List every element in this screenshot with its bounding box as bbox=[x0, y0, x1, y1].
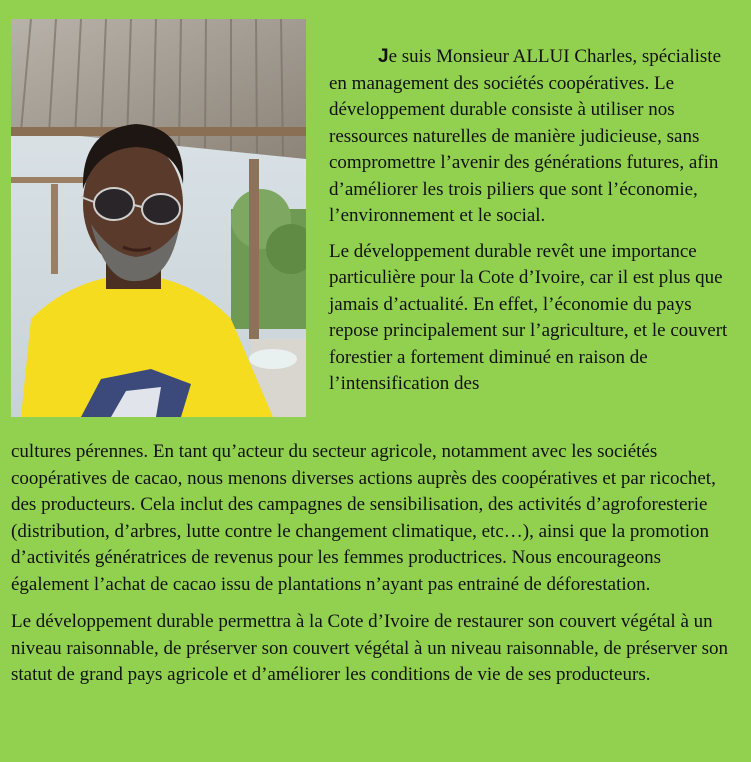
intro-text: e suis Monsieur ALLUI Charles, spécialiste en management des sociétés coopératives. Le développement durable consiste à utiliser nos ressources naturelles de manière judicieuse, sans compromettre l’avenir des générations futures, afin d’améliorer les trois piliers que sont l’économie, l’environnement et le social. bbox=[329, 46, 722, 226]
full-width-text bbox=[11, 439, 743, 689]
paragraph-3: Le développement durable permettra à la Cote d’Ivoire de restaurer son couvert végétal à un niveau raisonnable, de préserver son couvert végétal à un niveau raisonnable, de préserver son statut de grand pays agricole et d’améliorer les conditions de vie de ses producteurs. bbox=[11, 611, 728, 685]
intro-paragraph bbox=[329, 44, 743, 230]
portrait-image bbox=[11, 19, 306, 417]
drop-cap: J bbox=[378, 46, 389, 67]
paragraph-2-side: Le développement durable revêt une importance particulière pour la Cote d’Ivoire, car il est plus que jamais d’actualité. En effet, l’économie du pays repose principalement sur l’agriculture, et le couvert forestier a fortement diminué en raison de l’intensification des bbox=[329, 240, 728, 394]
side-text-column bbox=[329, 44, 743, 398]
paragraph-2-continued: cultures pérennes. En tant qu’acteur du secteur agricole, notamment avec les sociétés coopératives de cacao, nous menons diverses actions auprès des coopératives et par ricochet, des producteurs. Cela inclut des campagnes de sensibilisation, des activités d’agroforesterie (distribution, d’arbres, lutte contre le changement climatique, etc…), ainsi que la promotion d’activités génératrices de revenus pour les femmes productrices. Nous encourageons également l’achat de cacao issu de plantations n’ayant pas entrainé de déforestation. bbox=[11, 441, 716, 595]
portrait-photo bbox=[11, 19, 306, 417]
